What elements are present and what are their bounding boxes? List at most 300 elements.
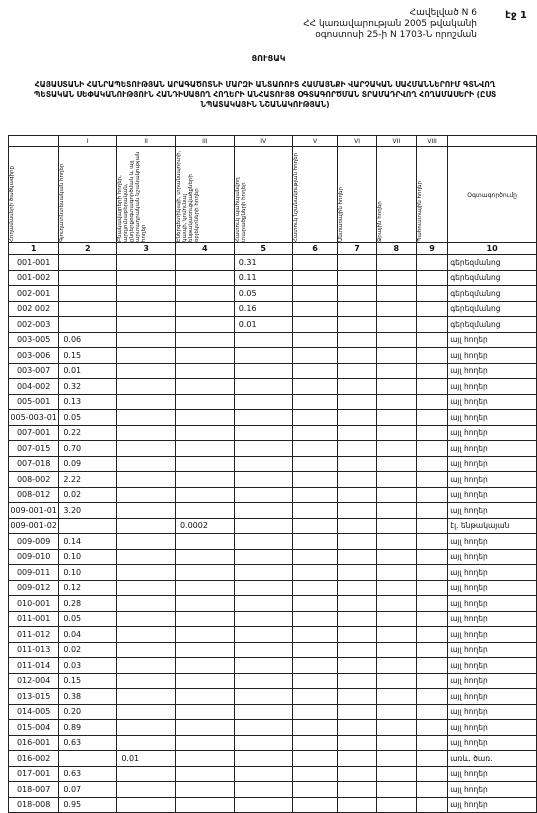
table-row — [9, 503, 537, 519]
row-code: 002-001 — [9, 286, 59, 302]
table-row — [9, 394, 537, 410]
cell-special — [292, 286, 338, 302]
row-code: 016-002 — [9, 751, 59, 767]
header-cell — [292, 147, 338, 243]
cell-water — [376, 720, 416, 736]
cell-reserve — [416, 534, 447, 550]
cell-settlement — [117, 301, 176, 317]
row-code: 003-007 — [9, 363, 59, 379]
cell-settlement — [117, 456, 176, 472]
cell-forest — [338, 410, 376, 426]
cell-forest — [338, 441, 376, 457]
cell-special — [292, 317, 338, 333]
cell-protected — [234, 627, 292, 643]
row-code: 011-013 — [9, 642, 59, 658]
cell-reserve — [416, 611, 447, 627]
cell-special — [292, 534, 338, 550]
header-cell — [9, 147, 59, 243]
row-code: 009-011 — [9, 565, 59, 581]
cell-use: այլ հողեր — [448, 689, 537, 705]
cell-water — [376, 751, 416, 767]
row-code: 018-008 — [9, 797, 59, 813]
cell-forest — [338, 673, 376, 689]
cell-water — [376, 518, 416, 534]
cell-forest — [338, 627, 376, 643]
cell-water — [376, 642, 416, 658]
cell-reserve — [416, 565, 447, 581]
cell-water — [376, 766, 416, 782]
cell-forest — [338, 565, 376, 581]
cell-settlement — [117, 348, 176, 364]
cell-settlement — [117, 332, 176, 348]
table-row — [9, 596, 537, 612]
cell-use: այլ հողեր — [448, 565, 537, 581]
table-row — [9, 379, 537, 395]
cell-settlement — [117, 487, 176, 503]
cell-forest — [338, 518, 376, 534]
cell-settlement — [117, 704, 176, 720]
cell-agri — [59, 317, 117, 333]
cell-reserve — [416, 363, 447, 379]
column-number-row — [9, 243, 537, 255]
cell-reserve — [416, 410, 447, 426]
cell-energy — [175, 301, 234, 317]
cell-forest — [338, 642, 376, 658]
cell-reserve — [416, 596, 447, 612]
cell-use: այլ հողեր — [448, 642, 537, 658]
cell-protected — [234, 720, 292, 736]
cell-protected — [234, 394, 292, 410]
roman-cell: I — [59, 136, 117, 147]
header-cell — [234, 147, 292, 243]
cell-settlement — [117, 720, 176, 736]
cell-special — [292, 797, 338, 813]
table-row — [9, 348, 537, 364]
cell-settlement — [117, 565, 176, 581]
row-code: 009-010 — [9, 549, 59, 565]
cell-use: այլ հողեր — [448, 503, 537, 519]
row-code: 007-018 — [9, 456, 59, 472]
cell-water — [376, 301, 416, 317]
roman-cell — [9, 136, 59, 147]
cell-energy — [175, 720, 234, 736]
header-code: Հողամասերի ծածկագիրը — [9, 166, 15, 242]
cell-settlement — [117, 425, 176, 441]
row-code: 011-012 — [9, 627, 59, 643]
column-number: 2 — [59, 243, 117, 255]
cell-reserve — [416, 673, 447, 689]
cell-special — [292, 425, 338, 441]
roman-cell — [448, 136, 537, 147]
row-code: 002-003 — [9, 317, 59, 333]
cell-agri: 0.63 — [59, 735, 117, 751]
cell-water — [376, 596, 416, 612]
header-forest: Անտառային հողեր — [338, 187, 345, 242]
cell-agri: 0.05 — [59, 410, 117, 426]
column-number: 5 — [234, 243, 292, 255]
cell-settlement — [117, 363, 176, 379]
cell-forest — [338, 549, 376, 565]
table-row — [9, 425, 537, 441]
cell-use: այլ հողեր — [448, 534, 537, 550]
cell-water — [376, 580, 416, 596]
row-code: 016-001 — [9, 735, 59, 751]
cell-water — [376, 549, 416, 565]
table-row — [9, 735, 537, 751]
attachment-number: Հավելված N 6 — [409, 8, 477, 18]
table-row — [9, 766, 537, 782]
cell-protected: 0.16 — [234, 301, 292, 317]
cell-protected — [234, 363, 292, 379]
cell-water — [376, 348, 416, 364]
table-row — [9, 270, 537, 286]
row-code: 017-001 — [9, 766, 59, 782]
cell-reserve — [416, 797, 447, 813]
cell-special — [292, 301, 338, 317]
cell-protected — [234, 472, 292, 488]
cell-protected — [234, 456, 292, 472]
cell-energy — [175, 580, 234, 596]
cell-forest — [338, 348, 376, 364]
cell-settlement — [117, 642, 176, 658]
cell-agri: 0.63 — [59, 766, 117, 782]
cell-use: այլ հողեր — [448, 580, 537, 596]
roman-cell: III — [175, 136, 234, 147]
table-row — [9, 301, 537, 317]
cell-reserve — [416, 518, 447, 534]
cell-protected — [234, 565, 292, 581]
cell-protected — [234, 410, 292, 426]
row-code: 001-001 — [9, 255, 59, 271]
cell-special — [292, 518, 338, 534]
cell-use: գերեզմանոց — [448, 286, 537, 302]
row-code: 003-005 — [9, 332, 59, 348]
header-reserve: Պահուստային հողեր — [416, 181, 423, 242]
cell-water — [376, 658, 416, 674]
cell-protected — [234, 642, 292, 658]
cell-agri — [59, 270, 117, 286]
cell-water — [376, 704, 416, 720]
cell-reserve — [416, 642, 447, 658]
table-row — [9, 720, 537, 736]
document-description: ՀԱՅԱՍՏԱՆԻ ՀԱՆՐԱՊԵՏՈՒԹՅԱՆ ԱՐԱԳԱԾՈՏՆԻ ՄԱՐԶԻ ԱՆՏԱՌՈՒՏ ՀԱՄԱՅՆՔԻ ՎԱՐՉԱԿԱՆ ՍԱՀՄԱՆՆԵՐՈՒՄ ԳՏՆՎՈՂ ՊԵՏԱԿԱՆ ՍԵՓԱԿԱՆՈՒԹՅՈՒՆ ՀԱՆԴԻՍԱՑՈՂ ՀՈՂԵՐԻ ԱՆՀԱՏՈՒՅՑ ՕԳՏԱԳՈՐԾՄԱՆ ՏՐԱՄԱԴՐՎՈՂ ՀՈՂԱՄԱՍԵՐԻ (ԸՍՏ ՆՊԱՏԱԿԱՅԻՆ ՆՇԱՆԱԿՈՒԹՅԱՆ) — [33, 80, 497, 109]
cell-special — [292, 456, 338, 472]
column-number: 4 — [175, 243, 234, 255]
cell-protected — [234, 766, 292, 782]
cell-protected — [234, 534, 292, 550]
cell-protected — [234, 704, 292, 720]
header-cell — [448, 147, 537, 243]
cell-reserve — [416, 704, 447, 720]
cell-forest — [338, 797, 376, 813]
cell-forest — [338, 379, 376, 395]
cell-energy — [175, 410, 234, 426]
table-row — [9, 627, 537, 643]
cell-forest — [338, 611, 376, 627]
cell-agri — [59, 751, 117, 767]
cell-energy — [175, 255, 234, 271]
cell-settlement — [117, 441, 176, 457]
cell-use: էլ. ենթակայան — [448, 518, 537, 534]
cell-protected: 0.11 — [234, 270, 292, 286]
cell-special — [292, 270, 338, 286]
cell-forest — [338, 766, 376, 782]
header-cell — [175, 147, 234, 243]
cell-water — [376, 332, 416, 348]
cell-use: այլ հողեր — [448, 766, 537, 782]
cell-agri: 0.10 — [59, 565, 117, 581]
cell-agri: 0.22 — [59, 425, 117, 441]
cell-forest — [338, 394, 376, 410]
row-code: 005-001 — [9, 394, 59, 410]
cell-water — [376, 472, 416, 488]
cell-agri — [59, 255, 117, 271]
cell-water — [376, 379, 416, 395]
cell-special — [292, 549, 338, 565]
cell-use: այլ հողեր — [448, 363, 537, 379]
cell-forest — [338, 425, 376, 441]
cell-agri: 0.05 — [59, 611, 117, 627]
cell-special — [292, 332, 338, 348]
cell-water — [376, 503, 416, 519]
cell-agri: 3.20 — [59, 503, 117, 519]
cell-protected — [234, 797, 292, 813]
cell-settlement — [117, 611, 176, 627]
cell-settlement — [117, 286, 176, 302]
table-row — [9, 534, 537, 550]
cell-special — [292, 410, 338, 426]
cell-agri: 0.02 — [59, 642, 117, 658]
cell-special — [292, 704, 338, 720]
cell-forest — [338, 658, 376, 674]
header-use: Օգտագործումը — [467, 192, 517, 199]
row-code: 018-007 — [9, 782, 59, 798]
column-number: 3 — [117, 243, 176, 255]
cell-agri — [59, 301, 117, 317]
column-number: 6 — [292, 243, 338, 255]
cell-agri: 0.02 — [59, 487, 117, 503]
cell-reserve — [416, 751, 447, 767]
table-row — [9, 689, 537, 705]
cell-protected — [234, 503, 292, 519]
cell-reserve — [416, 379, 447, 395]
row-code: 011-001 — [9, 611, 59, 627]
cell-energy — [175, 441, 234, 457]
cell-protected — [234, 348, 292, 364]
cell-settlement — [117, 735, 176, 751]
cell-settlement — [117, 627, 176, 643]
table-row — [9, 797, 537, 813]
cell-special — [292, 673, 338, 689]
cell-agri: 0.14 — [59, 534, 117, 550]
cell-agri — [59, 518, 117, 534]
cell-forest — [338, 689, 376, 705]
cell-protected — [234, 487, 292, 503]
cell-forest — [338, 270, 376, 286]
cell-settlement — [117, 394, 176, 410]
cell-forest — [338, 735, 376, 751]
cell-special — [292, 596, 338, 612]
cell-protected — [234, 379, 292, 395]
table-row — [9, 441, 537, 457]
cell-use: այլ հողեր — [448, 704, 537, 720]
cell-energy — [175, 425, 234, 441]
cell-water — [376, 394, 416, 410]
cell-settlement — [117, 534, 176, 550]
cell-reserve — [416, 549, 447, 565]
header-protected: Հատուկ պահպանվող տարածքների հողեր — [234, 177, 247, 242]
cell-special — [292, 255, 338, 271]
cell-water — [376, 627, 416, 643]
cell-protected: 0.31 — [234, 255, 292, 271]
column-number: 8 — [376, 243, 416, 255]
cell-forest — [338, 286, 376, 302]
cell-special — [292, 766, 338, 782]
cell-forest — [338, 503, 376, 519]
cell-agri: 0.07 — [59, 782, 117, 798]
cell-reserve — [416, 766, 447, 782]
row-code: 014-005 — [9, 704, 59, 720]
cell-reserve — [416, 317, 447, 333]
cell-use: այլ հողեր — [448, 332, 537, 348]
cell-protected — [234, 673, 292, 689]
cell-forest — [338, 456, 376, 472]
cell-energy — [175, 766, 234, 782]
cell-special — [292, 441, 338, 457]
cell-water — [376, 286, 416, 302]
cell-energy — [175, 689, 234, 705]
cell-use: այլ հողեր — [448, 549, 537, 565]
cell-settlement — [117, 673, 176, 689]
table-row — [9, 673, 537, 689]
cell-special — [292, 720, 338, 736]
cell-use: այլ հողեր — [448, 379, 537, 395]
cell-energy — [175, 472, 234, 488]
cell-settlement — [117, 270, 176, 286]
cell-agri: 0.15 — [59, 673, 117, 689]
row-code: 009-001-01 — [9, 503, 59, 519]
cell-reserve — [416, 627, 447, 643]
cell-agri: 0.38 — [59, 689, 117, 705]
cell-forest — [338, 580, 376, 596]
table-row — [9, 658, 537, 674]
cell-settlement — [117, 549, 176, 565]
cell-forest — [338, 534, 376, 550]
row-code: 013-015 — [9, 689, 59, 705]
cell-agri: 0.12 — [59, 580, 117, 596]
cell-reserve — [416, 394, 447, 410]
cell-special — [292, 689, 338, 705]
header-settlement: Բնակավայրերի հողեր, արդյունաբերական, ընդերքօգտագործման և այլ արտադրական նշանակության հողեր — [117, 151, 148, 242]
cell-water — [376, 797, 416, 813]
cell-energy — [175, 627, 234, 643]
cell-special — [292, 735, 338, 751]
table-row — [9, 286, 537, 302]
table-row — [9, 363, 537, 379]
cell-protected — [234, 751, 292, 767]
cell-reserve — [416, 503, 447, 519]
roman-cell: VII — [376, 136, 416, 147]
cell-energy — [175, 735, 234, 751]
cell-settlement — [117, 503, 176, 519]
page-number: էջ 1 — [505, 10, 527, 21]
cell-energy — [175, 751, 234, 767]
cell-agri: 0.06 — [59, 332, 117, 348]
roman-cell: II — [117, 136, 176, 147]
cell-use: այլ հողեր — [448, 797, 537, 813]
header-agri: Գյուղատնտեսական հողեր — [59, 163, 66, 242]
cell-special — [292, 503, 338, 519]
row-code: 008-002 — [9, 472, 59, 488]
cell-special — [292, 394, 338, 410]
cell-use: այլ հողեր — [448, 720, 537, 736]
row-code: 012-004 — [9, 673, 59, 689]
cell-settlement — [117, 580, 176, 596]
cell-use: այլ հողեր — [448, 611, 537, 627]
cell-agri: 0.01 — [59, 363, 117, 379]
cell-use: այլ հողեր — [448, 487, 537, 503]
cell-energy — [175, 487, 234, 503]
cell-water — [376, 673, 416, 689]
table-row — [9, 642, 537, 658]
cell-energy — [175, 611, 234, 627]
cell-water — [376, 410, 416, 426]
cell-water — [376, 363, 416, 379]
cell-energy — [175, 270, 234, 286]
cell-energy — [175, 797, 234, 813]
table-row — [9, 518, 537, 534]
cell-water — [376, 317, 416, 333]
cell-energy: 0.0002 — [175, 518, 234, 534]
cell-agri: 0.32 — [59, 379, 117, 395]
cell-agri: 0.20 — [59, 704, 117, 720]
row-code: 001-002 — [9, 270, 59, 286]
table-row — [9, 704, 537, 720]
cell-agri: 0.13 — [59, 394, 117, 410]
cell-forest — [338, 720, 376, 736]
header-water: Ջրային հողեր — [376, 201, 383, 242]
cell-use: այլ հողեր — [448, 627, 537, 643]
cell-special — [292, 472, 338, 488]
cell-forest — [338, 751, 376, 767]
cell-agri: 2.22 — [59, 472, 117, 488]
cell-forest — [338, 704, 376, 720]
row-code: 007-015 — [9, 441, 59, 457]
cell-special — [292, 751, 338, 767]
cell-water — [376, 689, 416, 705]
row-code: 009-009 — [9, 534, 59, 550]
cell-water — [376, 425, 416, 441]
cell-energy — [175, 379, 234, 395]
header-energy: Էներգետիկայի, տրանսպորտի, կապի, կոմունալ ենթակառուցվածքների օբյեկտների հողեր — [175, 150, 200, 242]
cell-use: այլ հողեր — [448, 673, 537, 689]
cell-energy — [175, 503, 234, 519]
cell-agri: 0.95 — [59, 797, 117, 813]
cell-protected — [234, 689, 292, 705]
cell-use: գերեզմանոց — [448, 270, 537, 286]
table-row — [9, 456, 537, 472]
table-row — [9, 317, 537, 333]
cell-forest — [338, 317, 376, 333]
cell-energy — [175, 456, 234, 472]
cell-reserve — [416, 658, 447, 674]
cell-protected — [234, 580, 292, 596]
cell-energy — [175, 363, 234, 379]
cell-reserve — [416, 720, 447, 736]
cell-water — [376, 735, 416, 751]
cell-energy — [175, 658, 234, 674]
cell-special — [292, 658, 338, 674]
